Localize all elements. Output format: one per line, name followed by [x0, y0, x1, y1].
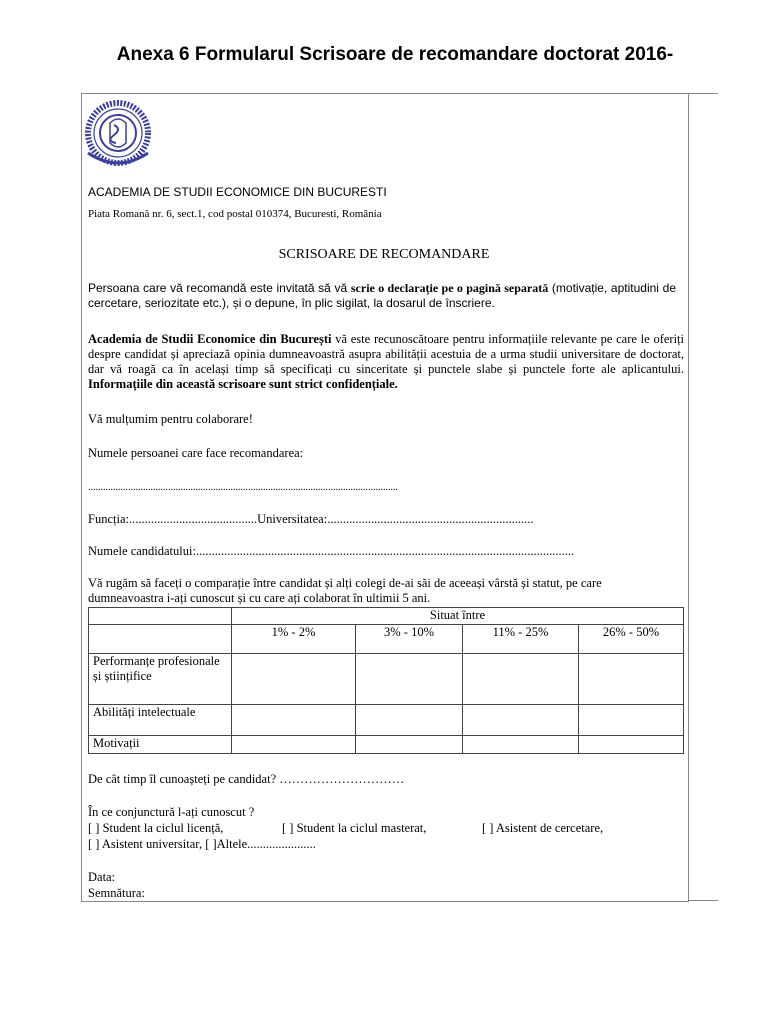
row-label: Abilități intelectuale — [89, 705, 232, 736]
thanks-text: Vă mulțumim pentru colaborare! — [88, 412, 253, 426]
question-time[interactable]: De cât timp îl cunoașteți pe candidat? ………………………… — [88, 772, 405, 786]
rating-cell[interactable] — [463, 736, 579, 754]
rating-cell[interactable] — [232, 736, 356, 754]
institution-address: Piata Romană nr. 6, sect.1, cod postal 010374, Bucuresti, România — [88, 208, 382, 220]
row-label: Motivații — [89, 736, 232, 754]
candidate-field[interactable]: Numele candidatului:......................................................................................................................... — [88, 544, 575, 558]
question-context: În ce conjunctură l-ați cunoscut ? — [88, 805, 255, 819]
frame-line — [688, 900, 718, 901]
rating-cell[interactable] — [356, 705, 463, 736]
compare-text-2: dumneavoastra i-ați cunoscut și cu care ați colaborat în ultimii 5 ani. — [88, 591, 431, 605]
signature-label[interactable]: Semnătura: — [88, 886, 145, 900]
confidential-note: Informațiile din această scrisoare sunt strict confidențiale. — [88, 377, 398, 391]
column-header: 11% - 25% — [463, 625, 579, 654]
table-corner — [89, 608, 232, 625]
academy-name-bold: Academia de Studii Economice din București — [88, 332, 332, 346]
column-header: 26% - 50% — [579, 625, 684, 654]
para2-text: vă este recunoscătoare pentru informațiile relevante pe care le oferiți despre candidat și apreciază opinia dumneavoastră asupra abilității acestuia de a urma studii universitare de doctorat, dar vă roagă ca în același timp să specificați cu sinceritate și punctele slabe și punctele forte ale aplicantului. — [88, 332, 684, 376]
rating-cell[interactable] — [463, 654, 579, 705]
rating-cell[interactable] — [579, 736, 684, 754]
option-asistent-universitar[interactable]: [ ] Asistent universitar, [ ]Altele...................... — [88, 837, 316, 851]
academy-logo — [80, 95, 156, 171]
option-asistent-cercetare[interactable]: [ ] Asistent de cercetare, — [482, 821, 604, 835]
document-heading: SCRISOARE DE RECOMANDARE — [278, 247, 490, 262]
recommender-field[interactable]: ............................................................................................................................ — [88, 482, 398, 493]
group-header: Situat între — [232, 608, 684, 625]
rating-cell[interactable] — [579, 705, 684, 736]
column-header: 1% - 2% — [232, 625, 356, 654]
intro-text-end: (motivație, aptitudini de cercetare, seriozitate etc.), și o depune, în plic sigilat, la dosarul de înscriere. — [88, 281, 676, 310]
date-label[interactable]: Data: — [88, 870, 116, 884]
function-field[interactable]: Funcția:.........................................Universitatea:.................................................................. — [88, 512, 534, 526]
rating-cell[interactable] — [356, 654, 463, 705]
option-masterat[interactable]: [ ] Student la ciclul masterat, — [282, 821, 427, 835]
page-title: Anexa 6 Formularul Scrisoare de recomandare doctorat 2016- — [116, 44, 674, 65]
intro-paragraph — [88, 281, 676, 311]
rating-cell[interactable] — [579, 654, 684, 705]
institution-name: ACADEMIA DE STUDII ECONOMICE DIN BUCURESTI — [88, 185, 387, 199]
intro-text: Persoana care vă recomandă este invitată să vă — [88, 281, 351, 295]
rating-cell[interactable] — [232, 654, 356, 705]
column-header: 3% - 10% — [356, 625, 463, 654]
table-corner — [89, 625, 232, 654]
recommender-label: Numele persoanei care face recomandarea: — [88, 446, 304, 460]
compare-text-1: Vă rugăm să faceți o comparație între candidat și alți colegi de-ai săi de aceeași vârstă și statut, pe care — [88, 576, 602, 590]
confidentiality-paragraph — [88, 332, 684, 392]
row-label: Performanțe profesionale și științifice — [89, 654, 232, 705]
frame-line — [688, 93, 718, 94]
rating-cell[interactable] — [356, 736, 463, 754]
rating-cell[interactable] — [463, 705, 579, 736]
intro-bold: scrie o declarație pe o pagină separată — [350, 281, 549, 295]
option-licenta[interactable]: [ ] Student la ciclul licență, — [88, 821, 224, 835]
comparison-table — [88, 607, 684, 754]
rating-cell[interactable] — [232, 705, 356, 736]
